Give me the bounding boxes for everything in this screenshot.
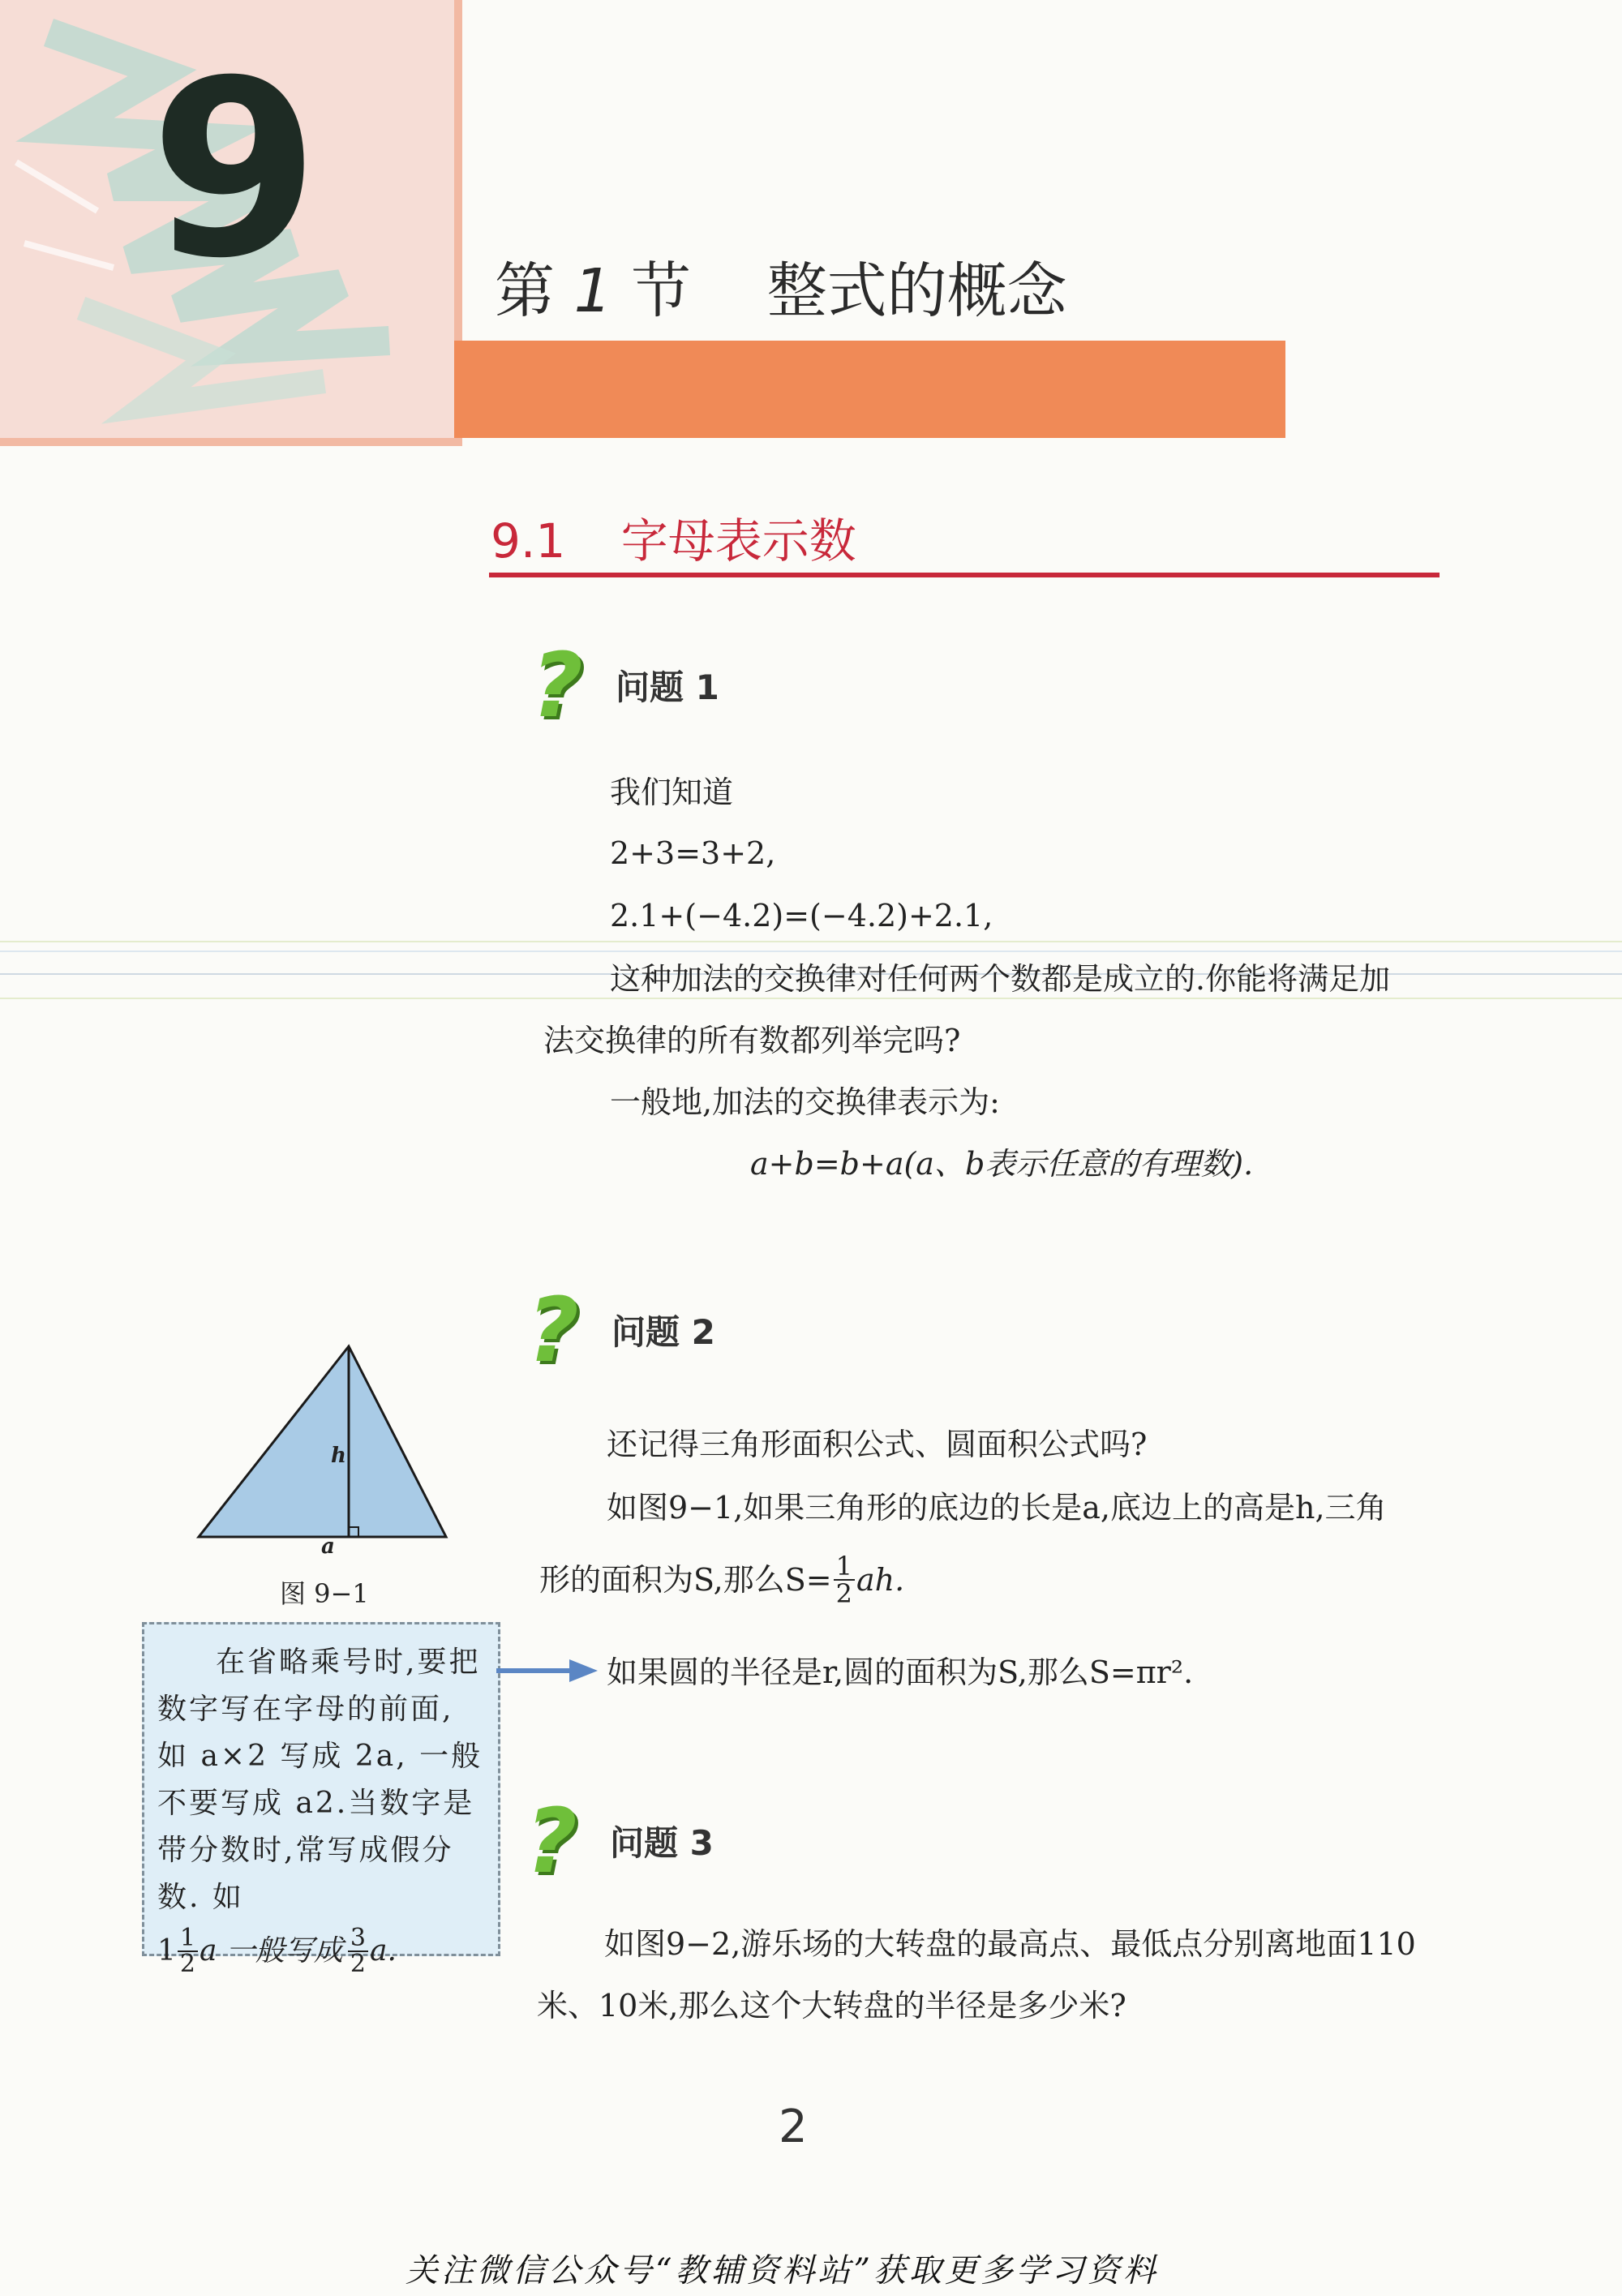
fraction-numerator: 1 bbox=[178, 1926, 198, 1952]
q1-line-4: 这种加法的交换律对任何两个数都是成立的.你能将满足加 bbox=[610, 961, 1391, 997]
q1-line-1: 我们知道 bbox=[610, 775, 734, 810]
question-mark-icon: ? bbox=[531, 633, 583, 737]
page-stripe bbox=[0, 951, 1622, 952]
question-mark-icon: ? bbox=[526, 1789, 577, 1893]
q2-line-2: 如图9−1,如果三角形的底边的长是a,底边上的高是h,三角 bbox=[607, 1490, 1387, 1526]
triangle-figure bbox=[191, 1338, 458, 1565]
q2-line-3-post: ah. bbox=[856, 1562, 905, 1598]
page-stripe bbox=[0, 998, 1622, 999]
q3-line-2: 米、10米,那么这个大转盘的半径是多少米? bbox=[537, 1988, 1126, 2023]
page-stripe bbox=[0, 941, 1622, 942]
q2-line-3 bbox=[539, 1553, 904, 1607]
subsection-rule bbox=[489, 573, 1440, 577]
subsection-name: 字母表示数 bbox=[620, 513, 856, 569]
q1-formula: a+b=b+a(a、b表示任意的有理数). bbox=[750, 1146, 1254, 1182]
fraction-numerator: 1 bbox=[834, 1553, 855, 1581]
note-ex-mid: a 一般写成 bbox=[200, 1934, 343, 1968]
subsection-number: 9.1 bbox=[491, 513, 566, 569]
question-1-label: 问题 1 bbox=[616, 667, 719, 707]
footer-note: 关注微信公众号“教辅资料站”获取更多学习资料 bbox=[406, 2252, 1159, 2290]
fraction bbox=[348, 1926, 368, 1976]
fraction bbox=[178, 1926, 198, 1976]
fraction-numerator: 3 bbox=[348, 1926, 368, 1952]
question-mark-icon: ? bbox=[527, 1278, 579, 1382]
q3-line-1: 如图9−2,游乐场的大转盘的最高点、最低点分别离地面110 bbox=[604, 1926, 1416, 1962]
subsection-title bbox=[491, 503, 856, 571]
fraction-denominator: 2 bbox=[350, 1950, 367, 1978]
q2-line-4: 如果圆的半径是r,圆的面积为S,那么S=πr². bbox=[607, 1654, 1194, 1690]
question-3-label: 问题 3 bbox=[610, 1823, 714, 1863]
note-ex-end: a. bbox=[370, 1934, 397, 1968]
arrow-right-icon bbox=[496, 1654, 602, 1687]
fraction-denominator: 2 bbox=[179, 1950, 195, 1978]
header-band bbox=[454, 341, 1285, 438]
triangle-base-label: a bbox=[321, 1534, 335, 1559]
q2-line-3-pre: 形的面积为S,那么S= bbox=[539, 1562, 832, 1598]
question-1-heading bbox=[531, 633, 719, 737]
note-text: 在省略乘号时,要把数字写在字母的前面,如 a×2 写成 2a, 一般不要写成 a2.当数字是带分数时,常写成假分数. 如 bbox=[157, 1646, 483, 1914]
fraction bbox=[834, 1553, 855, 1607]
note-example bbox=[157, 1926, 485, 1976]
figure-caption: 图 9−1 bbox=[280, 1578, 369, 1609]
q1-line-3: 2.1+(−4.2)=(−4.2)+2.1, bbox=[610, 898, 993, 933]
chapter-number: 9 bbox=[150, 28, 320, 311]
q2-line-1: 还记得三角形面积公式、圆面积公式吗? bbox=[607, 1427, 1148, 1462]
section-name: 整式的概念 bbox=[766, 256, 1067, 326]
section-number: 1 bbox=[573, 256, 612, 326]
question-2-label: 问题 2 bbox=[611, 1312, 715, 1352]
section-suffix: 节 bbox=[631, 256, 692, 326]
question-3-heading bbox=[526, 1789, 714, 1893]
side-note bbox=[142, 1622, 500, 1978]
section-title bbox=[495, 243, 1067, 329]
section-prefix: 第 bbox=[495, 256, 555, 326]
q1-line-2: 2+3=3+2, bbox=[610, 835, 776, 871]
page-number: 2 bbox=[779, 2101, 808, 2153]
question-2-heading bbox=[527, 1278, 715, 1382]
triangle-height-label: h bbox=[331, 1444, 346, 1468]
q1-line-6: 一般地,加法的交换律表示为: bbox=[610, 1084, 1000, 1120]
fraction-denominator: 2 bbox=[835, 1578, 852, 1609]
note-ex-whole: 1 bbox=[157, 1934, 176, 1968]
q1-line-5: 法交换律的所有数都列举完吗? bbox=[543, 1023, 961, 1058]
